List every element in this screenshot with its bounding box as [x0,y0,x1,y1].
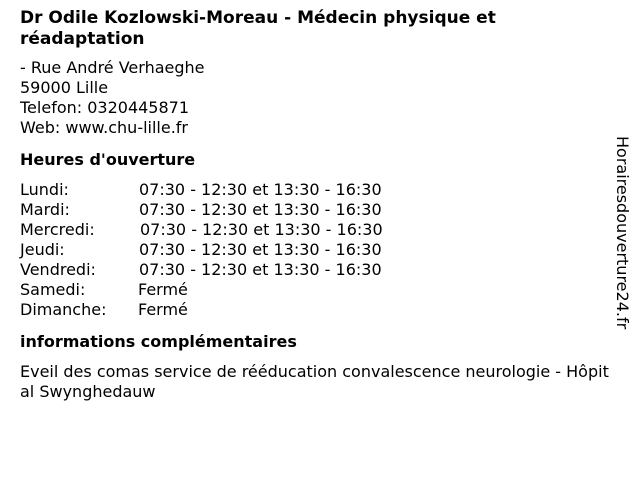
hours-table [20,180,614,320]
site-watermark: Horairesdouverture24.fr [613,136,632,330]
day-label: Lundi: [20,180,69,199]
day-label: Vendredi: [20,260,96,279]
time-value: 07:30 - 12:30 et 13:30 - 16:30 [139,260,382,279]
street-address: - Rue André Verhaeghe [20,58,205,77]
hours-row-sunday [20,300,614,320]
phone-number[interactable]: Telefon: 0320445871 [20,98,190,117]
day-label: Mardi: [20,200,70,219]
time-value: Fermé [138,300,188,319]
hours-row-tuesday [20,200,614,220]
time-value: 07:30 - 12:30 et 13:30 - 16:30 [139,200,382,219]
website-link[interactable]: Web: www.chu-lille.fr [20,118,189,137]
day-label: Mercredi: [20,220,95,239]
hours-heading: Heures d'ouverture [20,150,196,169]
hours-row-monday [20,180,614,200]
page-title: Dr Odile Kozlowski-Moreau - Médecin physique et réadaptation [20,8,496,49]
day-label: Dimanche: [20,300,107,319]
hours-row-thursday [20,240,614,260]
address-block [20,58,614,138]
info-text: Eveil des comas service de rééducation convalescence neurologie - Hôpital Swynghedauw [20,362,609,401]
hours-row-saturday [20,280,614,300]
hours-row-friday [20,260,614,280]
time-value: Fermé [138,280,188,299]
hours-row-wednesday [20,220,614,240]
day-label: Jeudi: [20,240,65,259]
city-address: 59000 Lille [20,78,109,97]
time-value: 07:30 - 12:30 et 13:30 - 16:30 [139,180,382,199]
time-value: 07:30 - 12:30 et 13:30 - 16:30 [139,240,382,259]
time-value: 07:30 - 12:30 et 13:30 - 16:30 [140,220,383,239]
listing-card [20,8,614,402]
info-heading: informations complémentaires [20,332,297,351]
day-label: Samedi: [20,280,86,299]
